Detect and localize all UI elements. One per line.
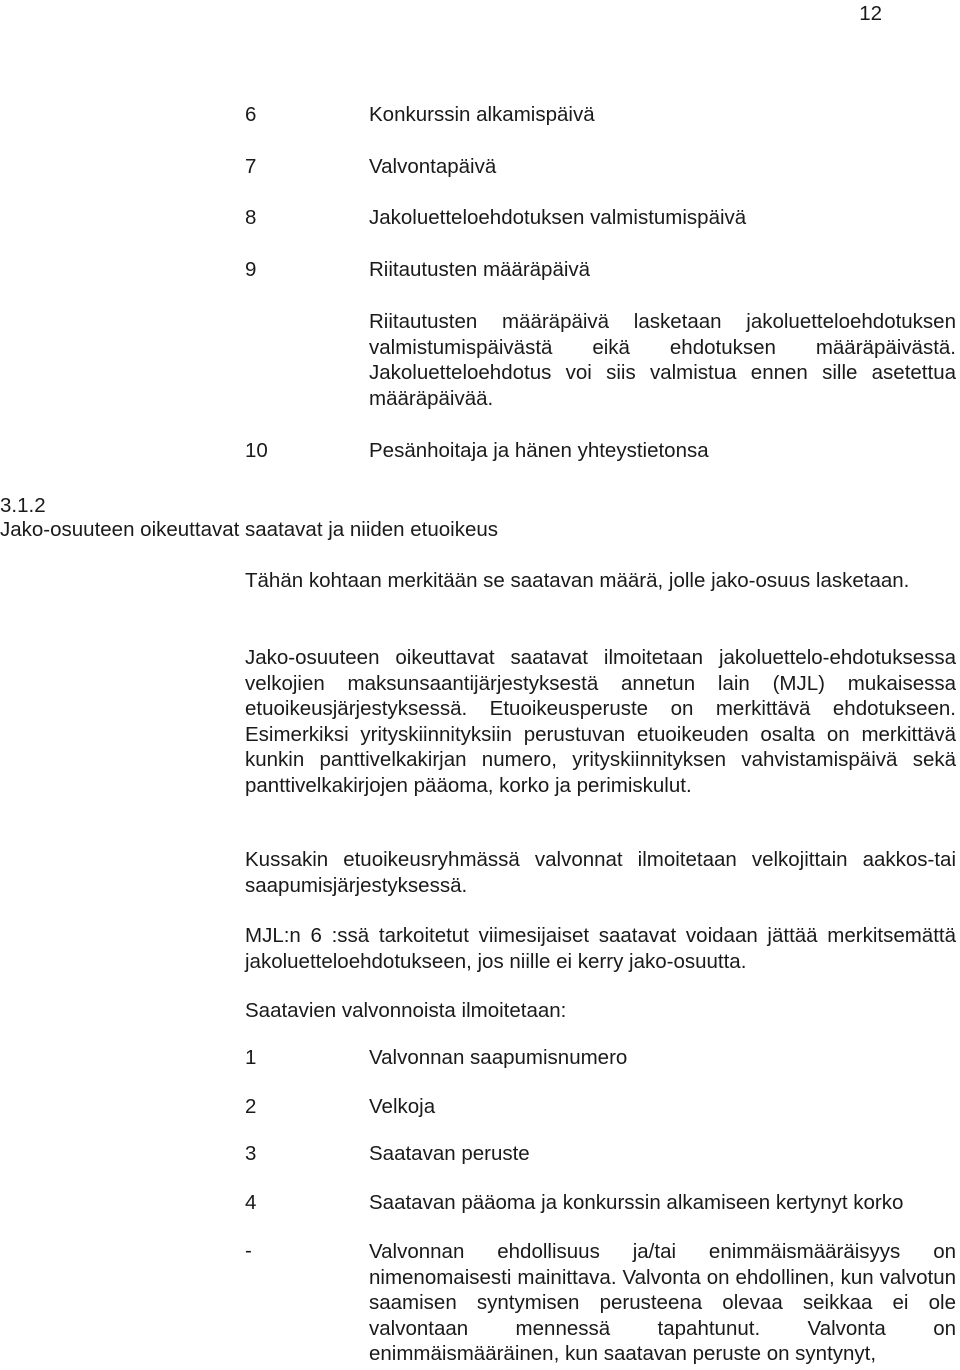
list-item-number: 3 xyxy=(245,1142,257,1165)
list-item-text: Valvonnan ehdollisuus ja/tai enimmäismääräisyys on nimenomaisesti mainittava. Valvonta on ehdollinen, kun valvotun saamisen syntymisen perusteena olevaa seikkaa ei ole valvontaan mennessä tapahtunut. Valvonta on enimmäismääräinen, kun saatavan peruste on syntynyt, xyxy=(369,1240,956,1365)
list-item-text: Saatavan peruste xyxy=(369,1142,530,1165)
list-item-number: 2 xyxy=(245,1095,257,1118)
list-item-bullet: - xyxy=(245,1239,252,1262)
list-item-number: 10 xyxy=(245,439,268,462)
list-item-text: Saatavan pääoma ja konkurssin alkamiseen kertynyt korko xyxy=(369,1191,904,1214)
list-item-text: Valvonnan saapumisnumero xyxy=(369,1046,628,1069)
page-number: 12 xyxy=(859,2,882,25)
list-item-text: Riitautusten määräpäivä xyxy=(369,258,591,281)
list-item-number: 6 xyxy=(245,103,257,126)
paragraph: Saatavien valvonnoista ilmoitetaan: xyxy=(245,999,567,1022)
list-item-text: Jakoluetteloehdotuksen valmistumispäivä xyxy=(369,206,747,229)
list-item-text: Pesänhoitaja ja hänen yhteystietonsa xyxy=(369,439,709,462)
list-item-text: Konkurssin alkamispäivä xyxy=(369,103,595,126)
paragraph: Tähän kohtaan merkitään se saatavan määrä, jolle jako-osuus lasketaan. xyxy=(245,569,910,592)
list-item-number: 8 xyxy=(245,206,257,229)
section-number: 3.1.2 xyxy=(0,494,46,517)
paragraph: MJL:n 6 :ssä tarkoitetut viimesijaiset saatavat voidaan jättää merkitsemättä jakoluetteloehdotukseen, jos niille ei kerry jako-osuutta. xyxy=(245,924,956,973)
section-title: Jako-osuuteen oikeuttavat saatavat ja niiden etuoikeus xyxy=(0,518,499,541)
list-item-text: Velkoja xyxy=(369,1095,436,1118)
list-item-number: 7 xyxy=(245,155,257,178)
paragraph: Jako-osuuteen oikeuttavat saatavat ilmoitetaan jakoluettelo-ehdotuksessa velkojien maksunsaantijärjestyksestä annetun lain (MJL) mukaisessa etuoikeusjärjestyksessä. Etuoikeusperuste on merkittävä ehdotukseen. Esimerkiksi yrityskiinnityksiin perustuvan etuoikeuden osalta on merkittävä kunkin panttivelkakirjan numero, yrityskiinnityksen vahvistamispäivä sekä panttivelkakirjojen pääoma, korko ja perimiskulut. xyxy=(245,646,956,797)
list-item-number: 1 xyxy=(245,1046,257,1069)
list-item-number: 9 xyxy=(245,258,257,281)
list-item-number: 4 xyxy=(245,1191,257,1214)
item-note: Riitautusten määräpäivä lasketaan jakoluetteloehdotuksen valmistumispäivästä eikä ehdotuksen määräpäivästä. Jakoluetteloehdotus voi siis valmistua ennen sille asetettua määräpäivää. xyxy=(369,310,956,410)
paragraph: Kussakin etuoikeusryhmässä valvonnat ilmoitetaan velkojittain aakkos-tai saapumisjärjestyksessä. xyxy=(245,848,956,897)
list-item-text: Valvontapäivä xyxy=(369,155,497,178)
